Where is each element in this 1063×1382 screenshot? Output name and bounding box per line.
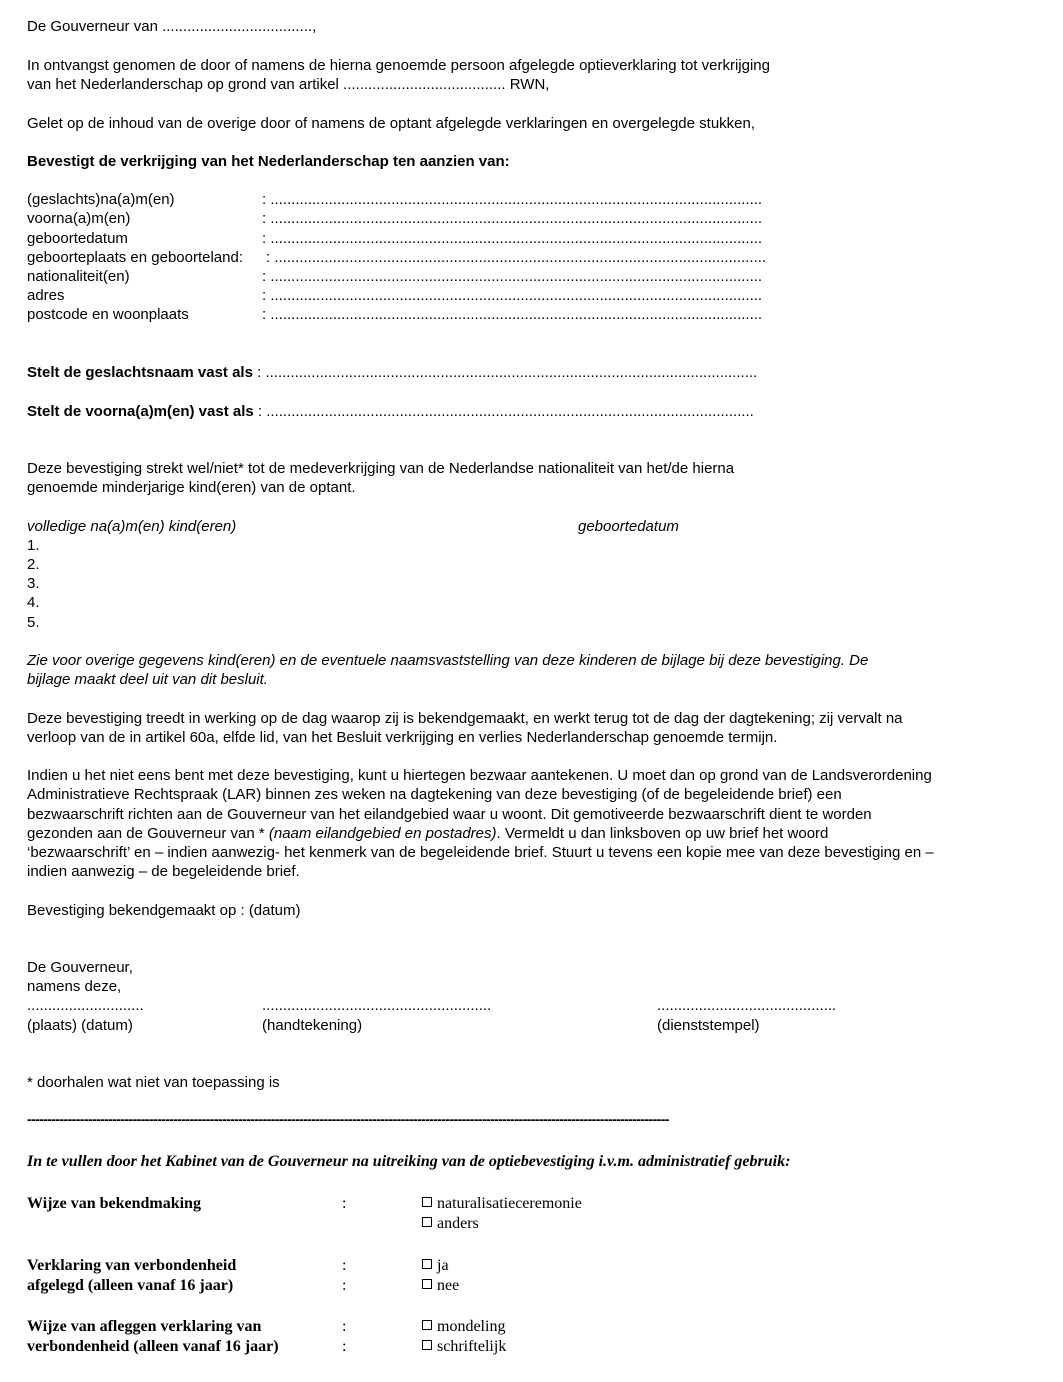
option-label: naturalisatieceremonie [437, 1195, 582, 1212]
checkbox-icon[interactable] [422, 1197, 432, 1207]
effect-line-1: Deze bevestiging treedt in werking op de dag waarop zij is bekendgemaakt, en werkt terug tot de dag der dagtekening; zij vervalt na [27, 710, 903, 727]
admin-label-method-2: verbondenheid (alleen vanaf 16 jaar) [27, 1338, 279, 1355]
child-row-2: 2. [27, 556, 40, 573]
child-row-4: 4. [27, 594, 40, 611]
signature-sign: (handtekening) [262, 1017, 363, 1034]
firstname-set-line [27, 402, 754, 421]
field-value-address: : ...................................................................................................................... [262, 287, 763, 304]
child-row-5: 5. [27, 614, 40, 631]
field-label-nationality: nationaliteit(en) [27, 268, 130, 285]
field-label-birthplace: geboorteplaats en geboorteland: [27, 249, 244, 266]
surname-set-line [27, 363, 757, 382]
children-note-1: Zie voor overige gegevens kind(eren) en de eventuele naamsvaststelling van deze kinderen de bijlage bij deze bevestiging. De [27, 652, 869, 669]
field-value-firstnames: : ...................................................................................................................... [262, 210, 763, 227]
firstname-set-dots: : ..................................................................................................................... [253, 403, 754, 420]
checkbox-icon[interactable] [422, 1279, 432, 1289]
field-label-surname: (geslachts)na(a)m(en) [27, 191, 175, 208]
admin-label-method: Wijze van afleggen verklaring van [27, 1318, 262, 1335]
admin-colon: : [342, 1318, 347, 1335]
children-para-2: genoemde minderjarige kind(eren) van de optant. [27, 479, 356, 496]
intro-line-1: In ontvangst genomen de door of namens de hierna genoemde persoon afgelegde optieverklaring tot verkrijging [27, 57, 770, 74]
option-label: schriftelijk [437, 1338, 507, 1355]
option-yes[interactable] [422, 1256, 449, 1275]
checkbox-icon[interactable] [422, 1259, 432, 1269]
field-label-address: adres [27, 287, 65, 304]
objection-line-1: Indien u het niet eens bent met deze bevestiging, kunt u hiertegen bezwaar aantekenen. U moet dan op grond van de Landsverordening [27, 767, 932, 784]
option-label: anders [437, 1215, 479, 1232]
admin-colon: : [342, 1257, 347, 1274]
checkbox-icon[interactable] [422, 1217, 432, 1227]
governor-line: De Gouverneur van ...................................., [27, 18, 317, 35]
admin-label-declaration: Verklaring van verbondenheid [27, 1257, 237, 1274]
field-label-postcode: postcode en woonplaats [27, 306, 189, 323]
admin-label-announcement: Wijze van bekendmaking [27, 1195, 201, 1212]
objection-line-4b: (naam eilandgebied en postadres) [268, 825, 497, 842]
option-no[interactable] [422, 1276, 459, 1295]
confirm-heading: Bevestigt de verkrijging van het Nederlanderschap ten aanzien van: [27, 153, 510, 170]
admin-colon: : [342, 1338, 347, 1355]
objection-line-5: ‘bezwaarschrift’ en – indien aanwezig- het kenmerk van de begeleidende brief. Stuurt u tevens een kopie mee van deze bevestiging en – [27, 844, 934, 861]
admin-label-declaration-2: afgelegd (alleen vanaf 16 jaar) [27, 1277, 234, 1294]
field-value-birthdate: : ...................................................................................................................... [262, 230, 763, 247]
surname-set-label: Stelt de geslachtsnaam vast als [27, 364, 253, 381]
option-oral[interactable] [422, 1317, 505, 1336]
announced-line: Bevestiging bekendgemaakt op : (datum) [27, 902, 301, 919]
objection-line-4a: gezonden aan de Gouverneur van * [27, 825, 269, 842]
child-row-1: 1. [27, 537, 40, 554]
option-written[interactable] [422, 1337, 506, 1356]
admin-heading: In te vullen door het Kabinet van de Gouverneur na uitreiking van de optiebevestiging i.v.m. administratief gebruik: [27, 1153, 791, 1170]
objection-line-4 [27, 824, 828, 843]
field-label-firstnames: voorna(a)m(en) [27, 210, 131, 227]
option-label: ja [437, 1257, 449, 1274]
objection-line-6: indien aanwezig – de begeleidende brief. [27, 863, 300, 880]
children-para-1: Deze bevestiging strekt wel/niet* tot de medeverkrijging van de Nederlandse nationaliteit van het/de hierna [27, 460, 735, 477]
option-other[interactable] [422, 1214, 479, 1233]
field-value-surname: : ...................................................................................................................... [262, 191, 763, 208]
surname-set-dots: : ...................................................................................................................... [252, 364, 758, 381]
signature-dots-stamp: ........................................... [657, 997, 837, 1014]
children-note-2: bijlage maakt deel uit van dit besluit. [27, 671, 268, 688]
signature-behalf: namens deze, [27, 978, 122, 995]
firstname-set-label: Stelt de voorna(a)m(en) vast als [27, 403, 254, 420]
signature-stamp: (dienststempel) [657, 1017, 760, 1034]
effect-line-2: verloop van de in artikel 60a, elfde lid, van het Besluit verkrijging en verlies Nederlanderschap genoemde termijn. [27, 729, 778, 746]
admin-colon: : [342, 1277, 347, 1294]
intro-line-2: van het Nederlanderschap op grond van artikel ....................................... RWN, [27, 76, 550, 93]
objection-line-3: bezwaarschrift richten aan de Gouverneur van het eilandgebied waar u woont. Dit gemotiveerde bezwaarschrift dient te worden [27, 806, 872, 823]
option-label: nee [437, 1277, 460, 1294]
field-value-postcode: : ...................................................................................................................... [262, 306, 763, 323]
signature-dots-place: ............................ [27, 997, 144, 1014]
child-row-3: 3. [27, 575, 40, 592]
checkbox-icon[interactable] [422, 1340, 432, 1350]
admin-colon: : [342, 1195, 347, 1212]
field-label-birthdate: geboortedatum [27, 230, 128, 247]
signature-governor: De Gouverneur, [27, 959, 133, 976]
footnote: * doorhalen wat niet van toepassing is [27, 1074, 280, 1091]
checkbox-icon[interactable] [422, 1320, 432, 1330]
field-value-nationality: : ...................................................................................................................... [262, 268, 763, 285]
children-col-names: volledige na(a)m(en) kind(eren) [27, 518, 237, 535]
option-label: mondeling [437, 1318, 506, 1335]
option-ceremony[interactable] [422, 1194, 582, 1213]
field-value-birthplace: : ...................................................................................................................... [266, 249, 767, 266]
children-col-date: geboortedatum [578, 518, 679, 535]
divider-line: -------------------------------------------------------------------------------------------------------------------------------------------------------------- [27, 1111, 669, 1127]
signature-dots-sign: ....................................................... [262, 997, 492, 1014]
objection-line-2: Administratieve Rechtspraak (LAR) binnen zes weken na dagtekening van deze bevestiging (of de begeleidende brief) een [27, 786, 842, 803]
objection-line-4c: . Vermeldt u dan linksboven op uw brief het woord [496, 825, 829, 842]
intro-line-3: Gelet op de inhoud van de overige door of namens de optant afgelegde verklaringen en overgelegde stukken, [27, 115, 756, 132]
signature-place-date: (plaats) (datum) [27, 1017, 133, 1034]
